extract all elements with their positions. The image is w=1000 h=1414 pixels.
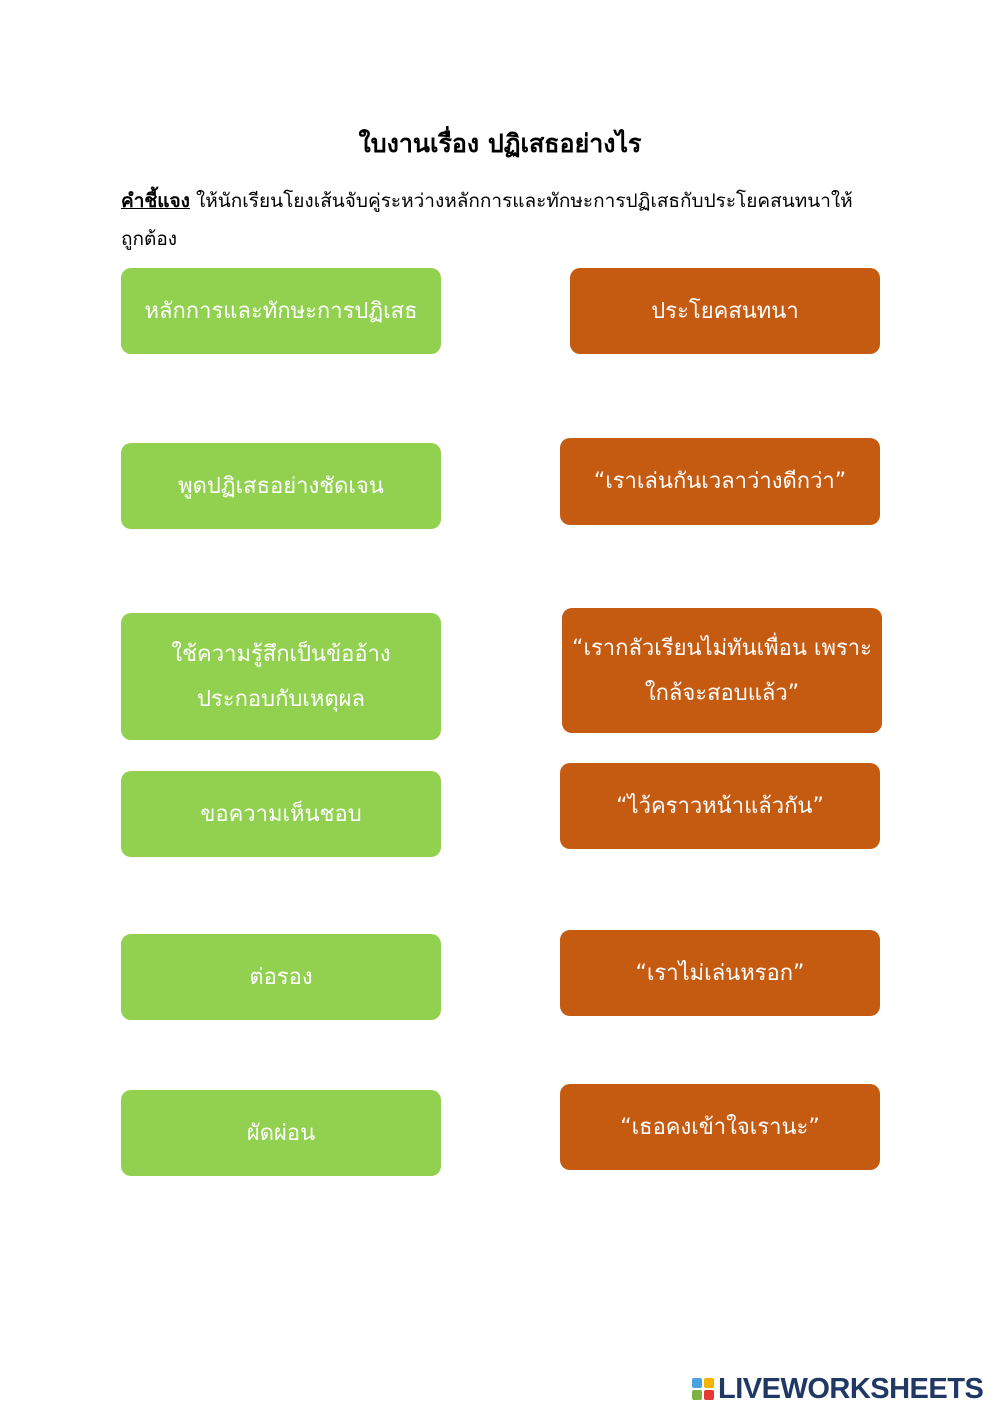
instructions-label: คำชี้แจง	[121, 190, 190, 212]
instructions-text: ให้นักเรียนโยงเส้นจับคู่ระหว่างหลักการและทักษะการปฏิเสธกับประโยคสนทนาให้ถูกต้อง	[121, 190, 853, 250]
dialogue-box-5[interactable]: “เธอคงเข้าใจเรานะ”	[560, 1084, 880, 1170]
principle-box-3[interactable]: ขอความเห็นชอบ	[121, 771, 441, 857]
principle-box-2[interactable]: ใช้ความรู้สึกเป็นข้ออ้าง ประกอบกับเหตุผล	[121, 613, 441, 740]
dialogue-box-1[interactable]: “เราเล่นกันเวลาว่างดีกว่า”	[560, 438, 880, 525]
principle-box-5[interactable]: ผัดผ่อน	[121, 1090, 441, 1176]
logo-text: LIVEWORKSHEETS	[718, 1372, 984, 1405]
dialogue-box-3[interactable]: “ไว้คราวหน้าแล้วกัน”	[560, 763, 880, 849]
instructions	[121, 182, 861, 258]
principle-box-4[interactable]: ต่อรอง	[121, 934, 441, 1020]
left-column-header: หลักการและทักษะการปฏิเสธ	[121, 268, 441, 354]
liveworksheets-logo-icon	[692, 1378, 714, 1400]
liveworksheets-logo	[692, 1374, 983, 1404]
dialogue-box-4[interactable]: “เราไม่เล่นหรอก”	[560, 930, 880, 1016]
worksheet-title: ใบงานเรื่อง ปฏิเสธอย่างไร	[358, 129, 642, 158]
dialogue-box-2[interactable]: “เรากลัวเรียนไม่ทันเพื่อน เพราะใกล้จะสอบแล้ว”	[562, 608, 882, 733]
right-column-header: ประโยคสนทนา	[570, 268, 880, 354]
principle-box-1[interactable]: พูดปฏิเสธอย่างชัดเจน	[121, 443, 441, 529]
